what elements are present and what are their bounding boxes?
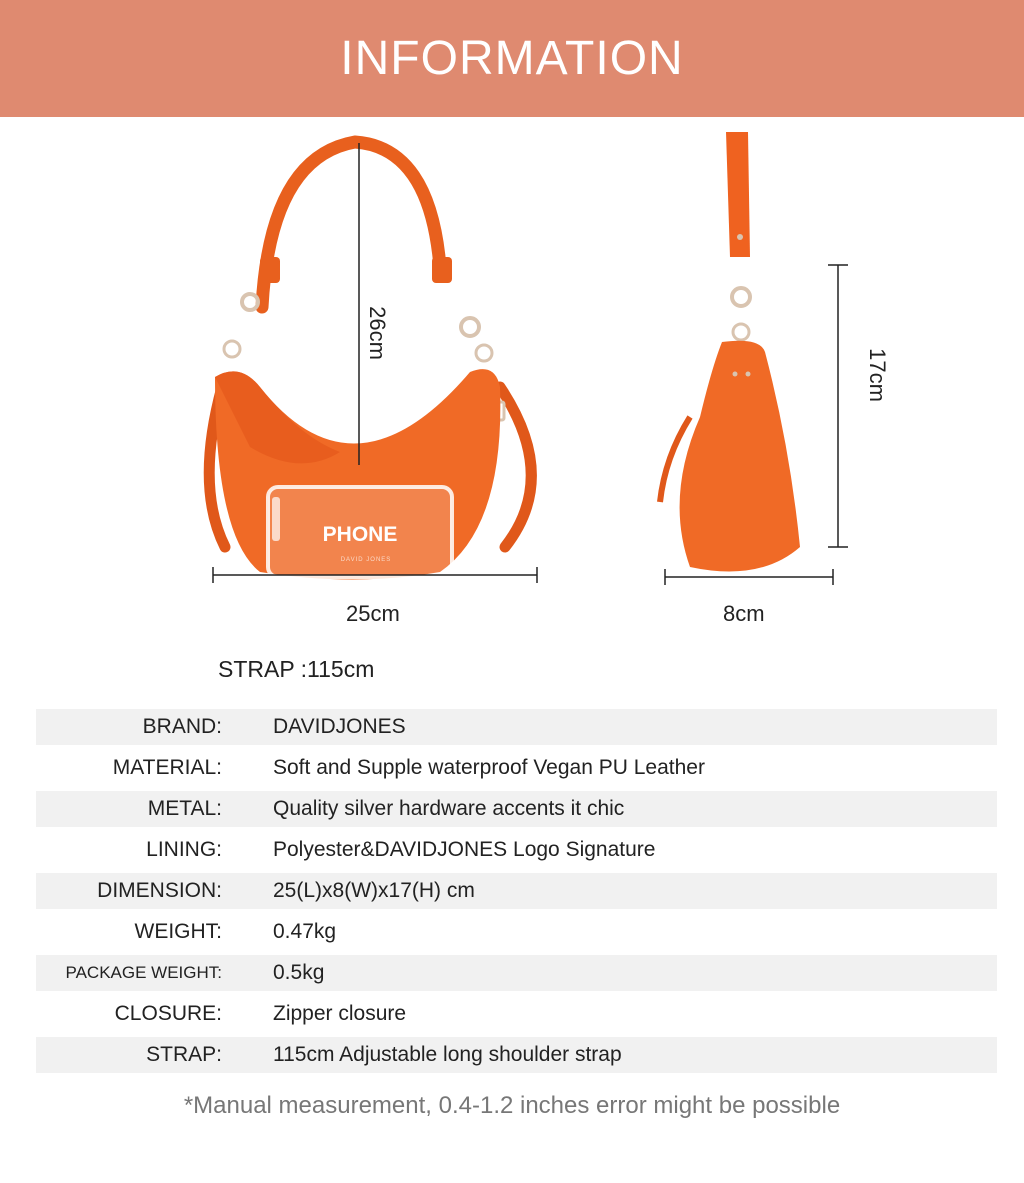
right-ring: [476, 345, 492, 361]
spec-key: DIMENSION:: [97, 879, 222, 902]
spec-row-package-weight: [36, 955, 997, 991]
spec-row-metal: [36, 791, 997, 827]
spec-row-brand: [36, 709, 997, 745]
spec-row-dimension: [36, 873, 997, 909]
spec-value: Soft and Supple waterproof Vegan PU Leather: [273, 756, 705, 779]
side-height-ruler: [828, 265, 848, 547]
left-strap-tab: [260, 257, 280, 283]
spec-key: CLOSURE:: [114, 1002, 222, 1025]
header-banner: [0, 0, 1024, 117]
spec-key: METAL:: [147, 797, 222, 820]
bag-logo-text: DAVID JONES: [340, 557, 392, 563]
strap-length-note: STRAP :115cm: [218, 656, 375, 682]
side-width-ruler: [665, 569, 833, 585]
spec-value: Polyester&DAVIDJONES Logo Signature: [273, 838, 656, 861]
right-strap-tab: [432, 257, 452, 283]
product-illustration: [0, 117, 1024, 707]
spec-key: WEIGHT:: [134, 920, 222, 943]
spec-key: BRAND:: [142, 715, 222, 738]
spec-key: STRAP:: [146, 1043, 222, 1066]
height-front-label: 26cm: [364, 306, 390, 360]
spec-row-weight: [36, 914, 997, 950]
spec-row-lining: [36, 832, 997, 868]
spec-value: 0.5kg: [273, 961, 325, 984]
spec-value: Quality silver hardware accents it chic: [273, 797, 625, 820]
measurement-footnote: *Manual measurement, 0.4-1.2 inches error might be possible: [183, 1092, 841, 1119]
page-title: INFORMATION: [340, 32, 684, 85]
spec-row-material: [36, 750, 997, 786]
front-view-bag: [209, 142, 531, 580]
left-ring: [224, 341, 240, 357]
spec-key: MATERIAL:: [112, 756, 222, 779]
spec-value: 25(L)x8(W)x17(H) cm: [273, 879, 475, 902]
spec-row-closure: [36, 996, 997, 1032]
height-side-label: 17cm: [864, 348, 890, 402]
side-body: [680, 341, 800, 572]
spec-value: DAVIDJONES: [273, 715, 406, 738]
right-clasp: [461, 318, 479, 336]
phone-label: PHONE: [322, 523, 398, 546]
spec-key: LINING:: [146, 838, 222, 861]
spec-value: 0.47kg: [273, 920, 337, 943]
length-label: 25cm: [346, 601, 400, 626]
bag-handle: [262, 142, 440, 307]
left-clasp: [242, 294, 258, 310]
spec-key: PACKAGE WEIGHT:: [65, 963, 222, 982]
spec-row-strap: [36, 1037, 997, 1073]
side-rivet: [737, 234, 743, 240]
phone-camera: [272, 497, 280, 541]
side-clasp: [732, 288, 750, 306]
spec-table: [36, 709, 997, 1078]
side-view-bag: [660, 132, 800, 572]
side-ring: [733, 324, 749, 340]
width-label: 8cm: [723, 601, 765, 626]
spec-value: 115cm Adjustable long shoulder strap: [273, 1043, 622, 1066]
spec-value: Zipper closure: [273, 1002, 407, 1025]
